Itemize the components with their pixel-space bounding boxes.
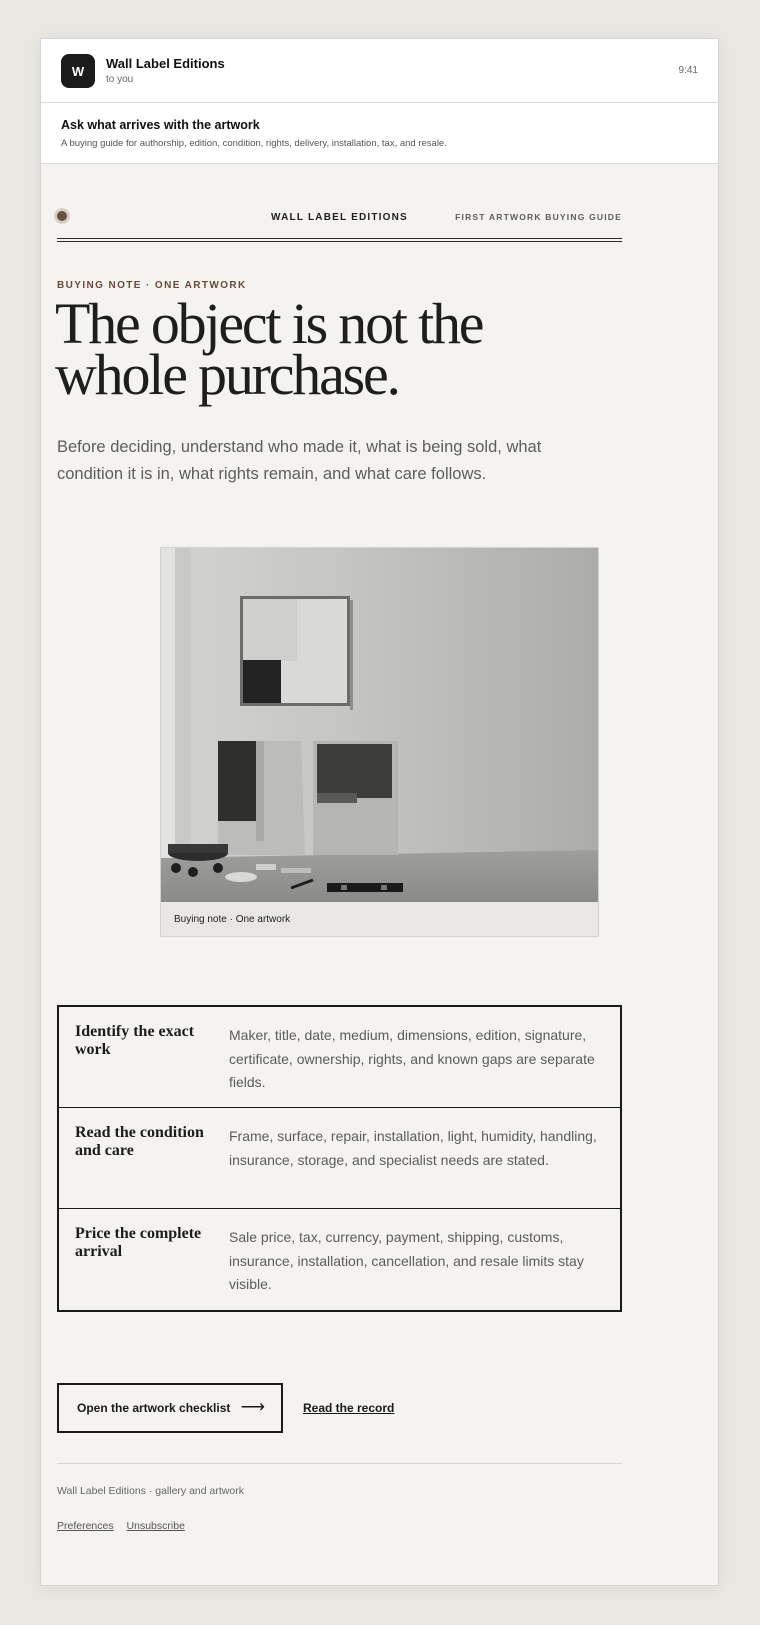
arrow-right-icon: ⟶ xyxy=(240,1397,265,1416)
email-subject: Ask what arrives with the artwork xyxy=(61,118,260,132)
fact-row xyxy=(59,1209,620,1310)
recipient-label: to you xyxy=(106,74,134,85)
lede: Before deciding, understand who made it, what is being sold, what condition it is in, what rights remain, and what care follows. xyxy=(57,438,542,483)
sender-avatar: W xyxy=(61,54,95,88)
footer-text: Wall Label Editions · gallery and artwork xyxy=(57,1485,244,1497)
fact-body: Sale price, tax, currency, payment, shipping, customs, insurance, installation, cancellation, and resale limits stay visible. xyxy=(229,1229,584,1292)
brand-name: WALL LABEL EDITIONS xyxy=(271,212,408,223)
email-time: 9:41 xyxy=(678,65,698,76)
fact-title: Read the condition and care xyxy=(75,1124,204,1159)
open-checklist-label: Open the artwork checklist xyxy=(77,1401,231,1415)
sender-name: Wall Label Editions xyxy=(106,56,225,71)
unsubscribe-link[interactable]: Unsubscribe xyxy=(126,1520,185,1532)
headline: The object is not the whole purchase. xyxy=(55,291,483,407)
figure-caption: Buying note · One artwork xyxy=(174,914,291,925)
facts-table xyxy=(57,1005,622,1312)
artwork-photo xyxy=(161,548,598,902)
fact-body: Maker, title, date, medium, dimensions, edition, signature, certificate, ownership, rights, and known gaps are separate fields. xyxy=(229,1027,595,1090)
fact-title: Price the complete arrival xyxy=(75,1225,202,1260)
open-checklist-button[interactable] xyxy=(57,1383,283,1433)
eyebrow: BUYING NOTE · ONE ARTWORK xyxy=(57,280,247,291)
artwork-figure xyxy=(160,547,599,937)
subject-bar xyxy=(41,103,718,164)
email-header xyxy=(41,39,718,103)
guide-label: FIRST ARTWORK BUYING GUIDE xyxy=(455,212,622,222)
read-record-link[interactable]: Read the record xyxy=(303,1401,395,1415)
fact-title: Identify the exact work xyxy=(75,1023,195,1058)
footer-links xyxy=(57,1520,195,1532)
preferences-link[interactable]: Preferences xyxy=(57,1520,114,1532)
fact-row xyxy=(59,1108,620,1209)
email-preheader: A buying guide for authorship, edition, condition, rights, delivery, installation, tax, and resale. xyxy=(61,138,447,149)
fact-body: Frame, surface, repair, installation, light, humidity, handling, insurance, storage, and specialist needs are stated. xyxy=(229,1128,597,1168)
masthead-rule xyxy=(57,238,622,242)
footer-divider xyxy=(57,1463,622,1464)
fact-row xyxy=(59,1007,620,1108)
